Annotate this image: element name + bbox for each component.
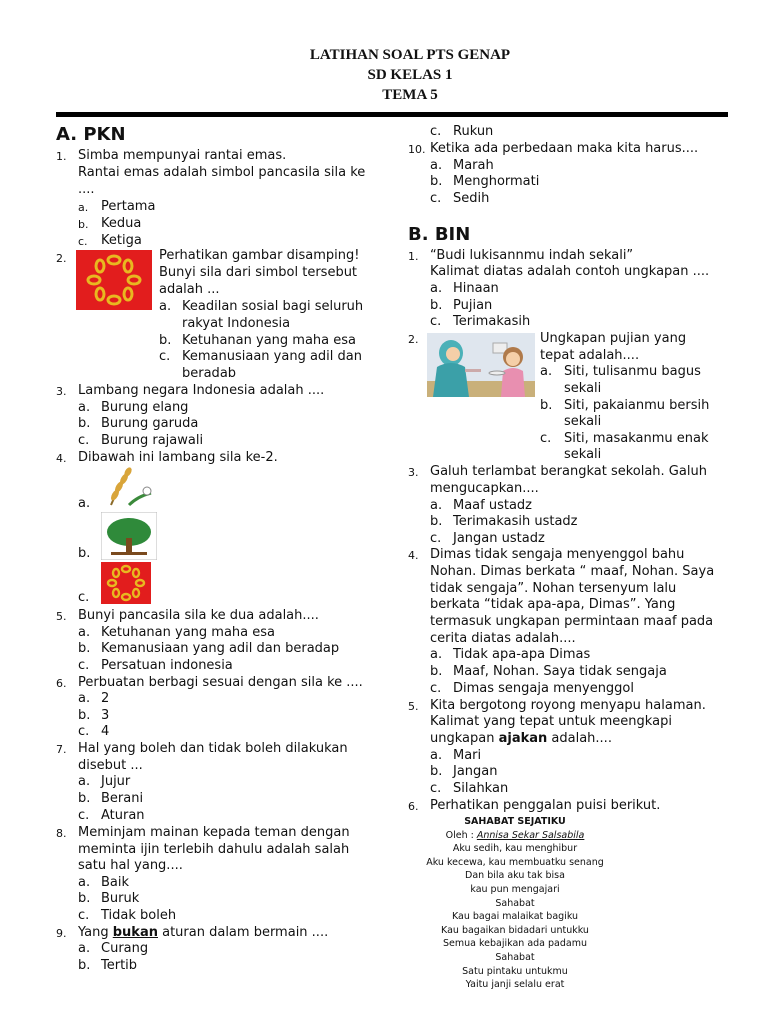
q-number: 5.: [56, 610, 67, 623]
question-text: satu hal yang....: [78, 858, 183, 873]
poem-line: Kau bagaikan bidadari untukku: [441, 924, 589, 936]
option-letter: c.: [430, 531, 442, 546]
question-text: Ungkapan pujian yang: [540, 331, 687, 346]
option-letter: b.: [78, 641, 91, 656]
chain-symbol-image: [101, 562, 151, 604]
question-text: Hal yang boleh dan tidak boleh dilakukan: [78, 741, 348, 756]
option-text: Jangan ustadz: [453, 531, 545, 546]
question-text: Perhatikan penggalan puisi berikut.: [430, 798, 661, 813]
option-letter: b.: [78, 218, 89, 231]
question-text: Kita bergotong royong menyapu halaman.: [430, 698, 706, 713]
option-letter: b.: [78, 546, 91, 561]
q-number: 6.: [56, 677, 67, 690]
emphasis-word: ajakan: [498, 731, 548, 746]
option-letter: c.: [430, 124, 442, 139]
q-number: 3.: [408, 466, 419, 479]
option-text: Siti, pakaianmu bersih: [564, 398, 710, 413]
title-line-1: LATIHAN SOAL PTS GENAP: [309, 47, 511, 63]
title-line-3: TEMA 5: [382, 87, 438, 103]
option-text: Terimakasih ustadz: [453, 514, 578, 529]
option-text: sekali: [564, 414, 602, 429]
option-letter: c.: [78, 235, 88, 248]
option-letter: b.: [430, 664, 443, 679]
option-letter: a.: [430, 748, 443, 763]
poem-line: Aku sedih, kau menghibur: [452, 843, 578, 855]
option-letter: a.: [78, 691, 91, 706]
q-number: 2.: [56, 252, 67, 265]
poem-author: [420, 829, 610, 843]
poem-line: Yaitu janji selalu erat: [465, 979, 565, 991]
poem-author-prefix: Oleh :: [445, 829, 477, 841]
option-text: Menghormati: [453, 174, 540, 189]
poem-line: Sahabat: [495, 951, 535, 963]
option-text: Tertib: [101, 958, 138, 973]
question-text: meminta ijin terlebih dahulu adalah salah: [78, 842, 350, 857]
chain-symbol-image: [76, 250, 152, 310]
option-text: Burung elang: [101, 400, 189, 415]
option-text: 3: [101, 708, 110, 723]
question-text: Bunyi pancasila sila ke dua adalah....: [78, 608, 319, 623]
option-letter: b.: [78, 416, 91, 431]
q-number: 5.: [408, 700, 419, 713]
option-text: sekali: [564, 447, 602, 462]
option-letter: b.: [78, 791, 91, 806]
q-number: 6.: [408, 800, 419, 813]
option-letter: a.: [78, 941, 91, 956]
option-letter: b.: [430, 764, 443, 779]
option-letter: a.: [78, 496, 91, 511]
question-text: Bunyi sila dari simbol tersebut: [159, 265, 358, 280]
option-text: Pertama: [101, 199, 156, 214]
option-letter: c.: [159, 349, 171, 364]
option-text: Siti, masakanmu enak: [564, 431, 709, 446]
option-text: Persatuan indonesia: [101, 658, 233, 673]
option-text: Buruk: [101, 891, 140, 906]
option-text: Pujian: [453, 298, 493, 313]
q-number: 4.: [408, 549, 419, 562]
option-letter: b.: [430, 174, 443, 189]
option-text: Maaf, Nohan. Saya tidak sengaja: [453, 664, 667, 679]
option-text: Burung rajawali: [101, 433, 204, 448]
option-text: Silahkan: [453, 781, 509, 796]
option-text: Jujur: [101, 774, 131, 789]
question-text: Lambang negara Indonesia adalah ....: [78, 383, 325, 398]
option-text: Dimas sengaja menyenggol: [453, 681, 634, 696]
option-letter: a.: [540, 364, 553, 379]
option-text: Berani: [101, 791, 144, 806]
question-text: cerita diatas adalah....: [430, 631, 576, 646]
q-number: 8.: [56, 827, 67, 840]
option-text: Ketiga: [101, 233, 142, 248]
emphasis-word: bukan: [112, 925, 158, 940]
option-text: Tidak boleh: [101, 908, 177, 923]
question-text: adalah ...: [159, 282, 220, 297]
option-text: Jangan: [453, 764, 498, 779]
banyan-tree-symbol-image: [101, 512, 157, 560]
question-text: Dibawah ini lambang sila ke-2.: [78, 450, 278, 465]
question-text-post: adalah....: [547, 731, 612, 746]
option-letter: b.: [78, 708, 91, 723]
option-letter: c.: [430, 681, 442, 696]
q-number: 3.: [56, 385, 67, 398]
title-line-2: SD KELAS 1: [367, 67, 453, 83]
option-letter: b.: [78, 891, 91, 906]
question-text: disebut ...: [78, 758, 143, 773]
option-text: sekali: [564, 381, 602, 396]
q-number: 2.: [408, 333, 419, 346]
option-letter: b.: [78, 958, 91, 973]
rice-cotton-symbol-image: [101, 465, 155, 507]
option-text: Kemanusiaan yang adil dan: [182, 349, 362, 364]
header-rule: [56, 112, 728, 117]
question-text: Dimas tidak sengaja menyenggol bahu: [430, 547, 685, 562]
section-pkn-heading: A. PKN: [56, 124, 126, 145]
option-text: Ketuhanan yang maha esa: [182, 333, 356, 348]
option-letter: a.: [430, 158, 443, 173]
option-text: Kemanusiaan yang adil dan beradap: [101, 641, 340, 656]
question-text: Perbuatan berbagi sesuai dengan sila ke ....: [78, 675, 363, 690]
option-text: Sedih: [453, 191, 490, 206]
option-letter: a.: [159, 299, 172, 314]
poem-block: [420, 815, 610, 992]
q-number: 10.: [408, 143, 426, 156]
question-text: Meminjam mainan kepada teman dengan: [78, 825, 350, 840]
option-text: Keadilan sosial bagi seluruh: [182, 299, 364, 314]
option-text: 2: [101, 691, 110, 706]
q-number: 4.: [56, 452, 67, 465]
option-text: rakyat Indonesia: [182, 316, 291, 331]
option-text: Kedua: [101, 216, 142, 231]
poem-title: SAHABAT SEJATIKU: [464, 816, 566, 827]
option-letter: a.: [430, 281, 443, 296]
question-text: “Budi lukisannmu indah sekali”: [430, 248, 634, 263]
question-text: Nohan. Dimas berkata “ maaf, Nohan. Saya: [430, 564, 715, 579]
option-letter: b.: [430, 298, 443, 313]
question-text: Kalimat diatas adalah contoh ungkapan ....: [430, 264, 710, 279]
poem-line: Aku kecewa, kau membuatku senang: [426, 856, 604, 868]
option-letter: a.: [78, 774, 91, 789]
option-text: Aturan: [101, 808, 145, 823]
option-text: Tidak apa-apa Dimas: [453, 647, 591, 662]
option-letter: c.: [430, 191, 442, 206]
option-letter: c.: [430, 781, 442, 796]
option-letter: c.: [78, 590, 90, 605]
option-letter: a.: [430, 647, 443, 662]
q-number: 7.: [56, 743, 67, 756]
question-text: Ketika ada perbedaan maka kita harus....: [430, 141, 699, 156]
option-letter: c.: [78, 724, 90, 739]
question-text: Rantai emas adalah simbol pancasila sila ke: [78, 165, 366, 180]
option-text: Marah: [453, 158, 494, 173]
question-text: Kalimat yang tepat untuk meengkapi: [430, 714, 672, 729]
option-text: Maaf ustadz: [453, 498, 533, 513]
option-letter: a.: [78, 201, 89, 214]
poem-line: Semua kebajikan ada padamu: [443, 938, 587, 950]
option-text: Burung garuda: [101, 416, 199, 431]
option-text: beradab: [182, 366, 237, 381]
option-text: Baik: [101, 875, 130, 890]
option-text: Mari: [453, 748, 482, 763]
question-text: [78, 925, 328, 941]
poem-author-name: Annisa Sekar Salsabila: [476, 829, 585, 841]
question-text: tepat adalah....: [540, 348, 640, 363]
option-letter: c.: [78, 433, 90, 448]
option-letter: a.: [430, 498, 443, 513]
question-text: termasuk ungkapan permintaan maaf pada: [430, 614, 714, 629]
question-text: mengucapkan....: [430, 481, 539, 496]
poem-line: Kau bagai malaikat bagiku: [451, 911, 579, 923]
question-text-pre: Yang: [78, 925, 113, 940]
option-letter: b.: [159, 333, 172, 348]
poem-line: Sahabat: [495, 897, 535, 909]
option-text: 4: [101, 724, 110, 739]
question-text: Simba mempunyai rantai emas.: [78, 148, 287, 163]
option-text: Rukun: [453, 124, 494, 139]
poem-line: Dan bila aku tak bisa: [465, 870, 565, 882]
option-letter: c.: [78, 658, 90, 673]
option-letter: c.: [430, 314, 442, 329]
q-number: 1.: [56, 150, 67, 163]
option-letter: b.: [540, 398, 553, 413]
option-text: Ketuhanan yang maha esa: [101, 625, 275, 640]
option-text: Curang: [101, 941, 149, 956]
poem-line: kau pun mengajari: [470, 883, 560, 895]
section-bin-heading: B. BIN: [408, 224, 471, 245]
question-text-post: aturan dalam bermain ....: [157, 925, 329, 940]
option-letter: a.: [78, 875, 91, 890]
q-number: 9.: [56, 927, 67, 940]
option-letter: c.: [78, 808, 90, 823]
question-text-pre: ungkapan: [430, 731, 499, 746]
option-letter: a.: [78, 400, 91, 415]
option-text: Siti, tulisanmu bagus: [564, 364, 701, 379]
question-text: berkata “tidak apa-apa, Dimas”. Yang: [430, 597, 676, 612]
question-text: [430, 731, 612, 747]
option-letter: b.: [430, 514, 443, 529]
q-number: 1.: [408, 250, 419, 263]
question-text: Perhatikan gambar disamping!: [159, 248, 360, 263]
option-letter: c.: [540, 431, 552, 446]
option-text: Hinaan: [453, 281, 499, 296]
option-letter: a.: [78, 625, 91, 640]
question-text: Galuh terlambat berangkat sekolah. Galuh: [430, 464, 707, 479]
option-text: Terimakasih: [453, 314, 531, 329]
cooking-illustration-image: [427, 333, 535, 397]
question-text: ....: [78, 182, 95, 197]
poem-line: Satu pintaku untukmu: [462, 965, 568, 977]
question-text: tidak sengaja”. Nohan tersenyum lalu: [430, 581, 677, 596]
option-letter: c.: [78, 908, 90, 923]
